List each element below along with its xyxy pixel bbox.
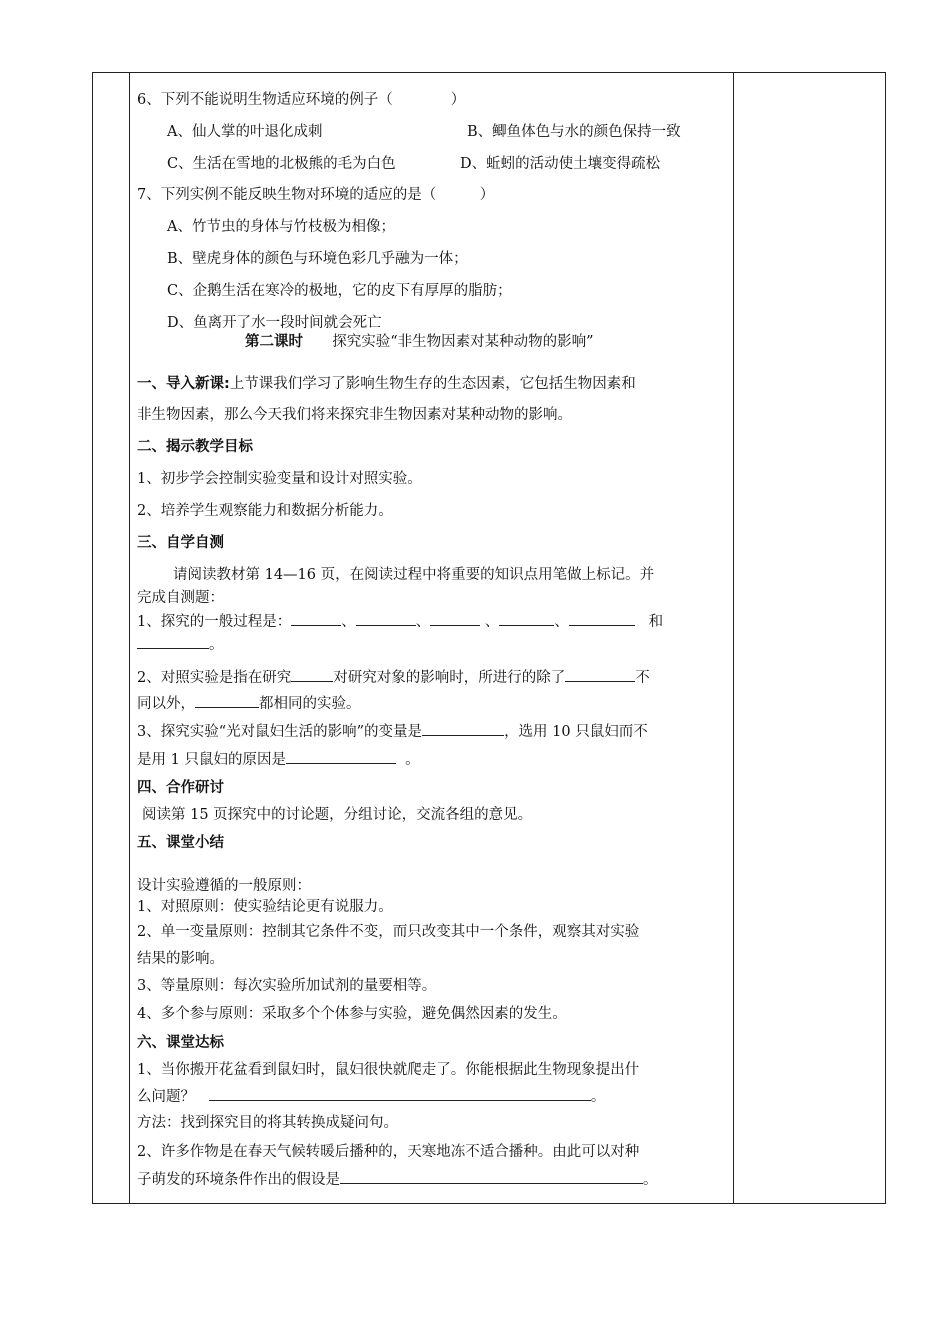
period: 。 <box>643 1172 658 1188</box>
lesson-title-part2: 探究实验“非生物因素对某种动物的影响” <box>332 334 594 350</box>
exercise-1-method: 方法：找到探究目的将其转换成疑问句。 <box>137 1115 398 1131</box>
section-3-intro-line2: 完成自测题： <box>137 590 224 606</box>
self-test-question-1 <box>137 611 663 632</box>
exercise-2-question: 子萌发的环境条件作出的假设是 <box>137 1172 340 1188</box>
answer-blank[interactable] <box>286 749 396 764</box>
section-1 <box>137 374 636 394</box>
answer-blank[interactable] <box>565 667 635 682</box>
answer-blank[interactable] <box>430 611 480 626</box>
question-2-part-a: 2、对照实验是指在研究 <box>137 670 292 686</box>
section-1-line2: 非生物因素，那么今天我们将来探究非生物因素对某种动物的影响。 <box>137 407 572 423</box>
question-2-part-d: 同以外， <box>137 696 195 712</box>
self-test-question-2-cont <box>137 693 361 714</box>
section-2-heading: 二、揭示教学目标 <box>137 439 253 455</box>
answer-blank[interactable] <box>499 611 554 626</box>
section-6-heading: 六、课堂达标 <box>137 1035 224 1051</box>
column-divider-right <box>733 73 734 1203</box>
question-3-part-a: 3、探究实验“光对鼠妇生活的影响”的变量是 <box>137 724 423 740</box>
separator: 、 <box>484 614 500 630</box>
self-test-question-3 <box>137 721 648 742</box>
question-7-option-a: A、竹节虫的身体与竹枝极为相像； <box>167 219 395 235</box>
lesson-title-part1: 第二课时 <box>245 334 303 350</box>
section-1-heading: 一、导入新课: <box>137 376 230 392</box>
question-3-part-c: 是用 1 只鼠妇的原因是 <box>137 752 286 768</box>
question-7-option-b: B、壁虎身体的颜色与环境色彩几乎融为一体； <box>167 251 468 267</box>
summary-rule-2-line2: 结果的影响。 <box>137 951 224 967</box>
question-2-part-e: 都相同的实验。 <box>259 696 361 712</box>
answer-blank[interactable] <box>569 611 635 626</box>
section-4-text: 阅读第 15 页探究中的讨论题，分组讨论，交流各组的意见。 <box>142 807 533 823</box>
exercise-2-line2 <box>137 1169 658 1190</box>
self-test-question-1-text: 1、探究的一般过程是： <box>137 614 292 630</box>
question-6-stem: 6、下列不能说明生物适应环境的例子（ ） <box>137 92 466 108</box>
question-2-part-c: 不 <box>635 670 650 686</box>
and-word: 和 <box>648 614 664 630</box>
section-3-intro-line1: 请阅读教材第 14—16 页，在阅读过程中将重要的知识点用笔做上标记。并 <box>173 567 655 583</box>
summary-rule-1: 1、对照原则：使实验结论更有说服力。 <box>137 899 393 915</box>
summary-rule-3: 3、等量原则：每次实验所加试剂的量要相等。 <box>137 978 437 994</box>
summary-rule-2-line1: 2、单一变量原则：控制其它条件不变，而只改变其中一个条件，观察其对实验 <box>137 924 640 940</box>
exercise-1-line2 <box>137 1086 605 1107</box>
period: 。 <box>405 752 420 768</box>
summary-intro: 设计实验遵循的一般原则： <box>137 878 311 894</box>
self-test-question-1-cont <box>137 634 224 655</box>
question-6-option-b: B、鲫鱼体色与水的颜色保持一致 <box>467 124 681 140</box>
question-6-option-d: D、蚯蚓的活动使土壤变得疏松 <box>460 156 661 172</box>
answer-blank[interactable] <box>195 693 259 708</box>
self-test-question-3-cont <box>137 749 420 770</box>
question-6-option-c: C、生活在雪地的北极熊的毛为白色 <box>167 156 396 172</box>
section-1-line1: 上节课我们学习了影响生物生存的生态因素，它包括生物因素和 <box>229 376 636 392</box>
question-7-option-d: D、鱼离开了水一段时间就会死亡 <box>167 315 382 331</box>
question-7-stem: 7、下列实例不能反映生物对环境的适应的是（ ） <box>137 187 495 203</box>
lesson-title <box>245 332 594 352</box>
period: 。 <box>209 637 224 653</box>
answer-blank[interactable] <box>209 1086 591 1101</box>
answer-blank[interactable] <box>340 1169 643 1184</box>
answer-blank[interactable] <box>137 634 209 649</box>
section-4-heading: 四、合作研讨 <box>137 780 224 796</box>
answer-blank[interactable] <box>291 611 341 626</box>
separator: 、 <box>415 614 431 630</box>
question-7-option-c: C、企鹅生活在寒冷的极地，它的皮下有厚厚的脂肪； <box>167 283 512 299</box>
answer-blank[interactable] <box>356 611 416 626</box>
period: 。 <box>590 1089 606 1105</box>
answer-blank[interactable] <box>422 721 504 736</box>
self-test-question-2 <box>137 667 650 688</box>
summary-rule-4: 4、多个参与原则：采取多个个体参与实验，避免偶然因素的发生。 <box>137 1006 567 1022</box>
section-3-heading: 三、自学自测 <box>137 535 224 551</box>
exercise-1-line1: 1、当你搬开花盆看到鼠妇时，鼠妇很快就爬走了。你能根据此生物现象提出什 <box>137 1062 640 1078</box>
column-divider-left <box>129 73 130 1203</box>
exercise-2-line1: 2、许多作物是在春天气候转暖后播种的，天寒地冻不适合播种。由此可以对种 <box>137 1144 640 1160</box>
answer-blank[interactable] <box>291 667 333 682</box>
section-2-item-1: 1、初步学会控制实验变量和设计对照实验。 <box>137 471 422 487</box>
separator: 、 <box>554 614 569 630</box>
section-5-heading: 五、课堂小结 <box>137 835 224 851</box>
question-2-part-b: 对研究对象的影响时，所进行的除了 <box>333 670 566 686</box>
section-2-item-2: 2、培养学生观察能力和数据分析能力。 <box>137 503 393 519</box>
question-6-option-a: A、仙人掌的叶退化成刺 <box>167 124 323 140</box>
separator: 、 <box>341 614 356 630</box>
question-3-part-b: ，选用 10 只鼠妇而不 <box>504 724 648 740</box>
exercise-1-question: 么问题？ <box>137 1089 195 1105</box>
